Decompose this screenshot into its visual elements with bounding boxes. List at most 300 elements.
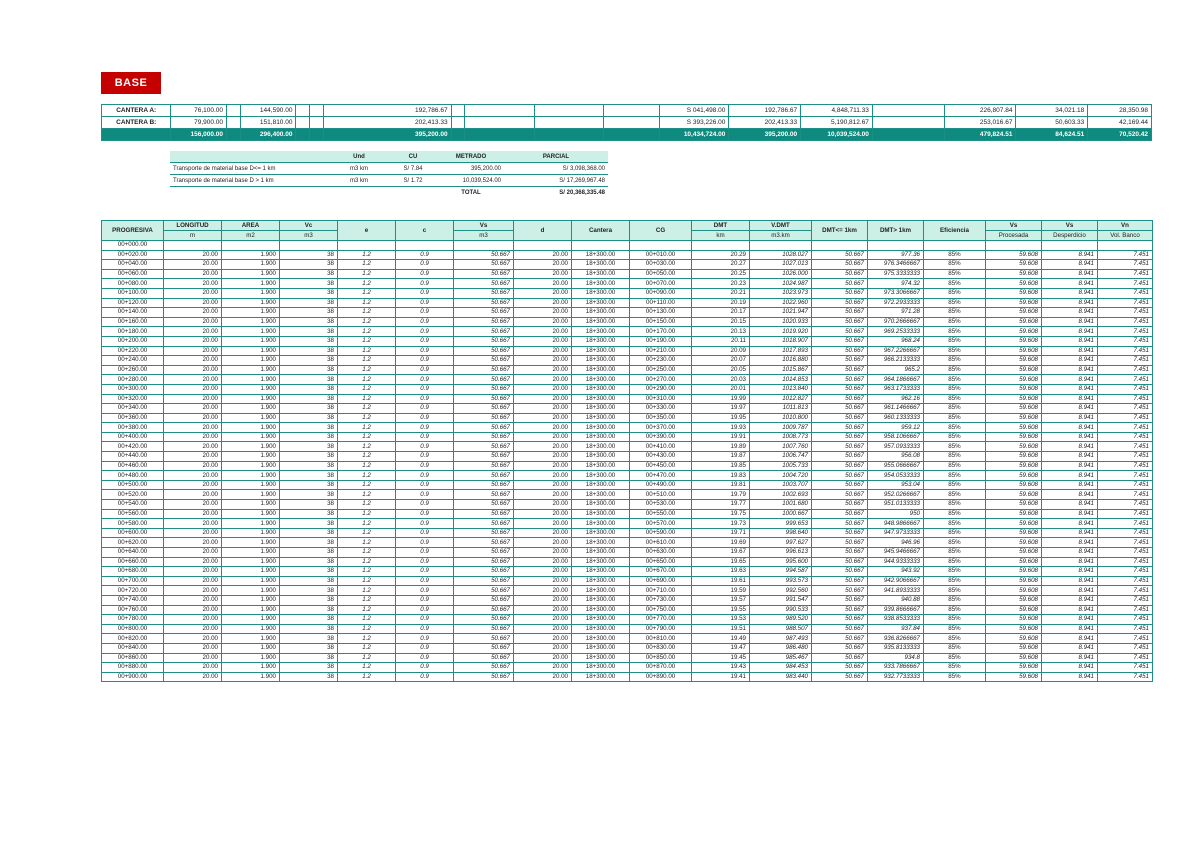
table-cell: 8.941 (1042, 519, 1098, 529)
table-cell: 00+120.00 (102, 298, 164, 308)
progresiva-table (101, 220, 1153, 682)
table-cell: 85% (924, 288, 986, 298)
cantera-total-cell (296, 129, 310, 141)
table-cell: 999.653 (750, 519, 812, 529)
column-header: V.DMT (750, 221, 812, 231)
table-cell: 50.667 (454, 595, 514, 605)
table-cell: 950 (868, 509, 924, 519)
table-cell: 970.2666667 (868, 317, 924, 327)
table-cell: 1.900 (222, 672, 280, 682)
table-cell: 59.608 (986, 269, 1042, 279)
table-cell: 0.9 (396, 586, 454, 596)
table-cell: 1023.973 (750, 288, 812, 298)
table-cell: 20.00 (514, 624, 572, 634)
table-cell: 59.608 (986, 279, 1042, 289)
column-header: PROGRESIVA (102, 221, 164, 241)
table-cell: 20.27 (692, 260, 750, 270)
table-cell: 00+280.00 (102, 375, 164, 385)
table-cell: 1.2 (338, 365, 396, 375)
table-cell: 50.667 (812, 365, 868, 375)
table-cell: 1.2 (338, 452, 396, 462)
column-header: AREA (222, 221, 280, 231)
table-cell: 1015.867 (750, 365, 812, 375)
table-cell: 18+300.00 (572, 317, 630, 327)
table-cell: 50.667 (454, 653, 514, 663)
table-cell: 00+020.00 (102, 250, 164, 260)
table-cell: 0.9 (396, 509, 454, 519)
table-cell: 20.00 (514, 288, 572, 298)
table-cell: 18+300.00 (572, 480, 630, 490)
table-row (102, 394, 1153, 404)
summary-header (170, 151, 330, 163)
table-cell: 00+270.00 (630, 375, 692, 385)
summary-parcial: S/ 3,098,368.00 (504, 163, 608, 175)
table-cell: 18+300.00 (572, 442, 630, 452)
table-cell: 50.667 (812, 356, 868, 366)
table-cell: 7.451 (1098, 615, 1153, 625)
table-cell: 7.451 (1098, 672, 1153, 682)
table-cell: 1.900 (222, 404, 280, 414)
table-row (102, 615, 1153, 625)
table-cell: 85% (924, 336, 986, 346)
table-cell: 85% (924, 557, 986, 567)
table-cell: 20.00 (164, 298, 222, 308)
table-cell: 20.00 (164, 605, 222, 615)
column-header: CG (630, 221, 692, 241)
table-cell: 0.9 (396, 452, 454, 462)
table-cell: 968.24 (868, 336, 924, 346)
table-cell: 59.608 (986, 634, 1042, 644)
table-cell: 0.9 (396, 567, 454, 577)
table-cell: 937.84 (868, 624, 924, 634)
table-cell: 50.667 (812, 432, 868, 442)
table-cell: 85% (924, 548, 986, 558)
table-cell: 18+300.00 (572, 615, 630, 625)
table-cell: 50.667 (812, 327, 868, 337)
table-cell: 85% (924, 260, 986, 270)
table-cell: 00+540.00 (102, 500, 164, 510)
table-cell: 00+580.00 (102, 519, 164, 529)
table-cell: 00+090.00 (630, 288, 692, 298)
table-cell: 0.9 (396, 404, 454, 414)
table-cell: 1004.720 (750, 471, 812, 481)
table-cell: 59.608 (986, 624, 1042, 634)
table-cell: 00+760.00 (102, 605, 164, 615)
table-cell: 20.00 (164, 634, 222, 644)
table-cell: 0.9 (396, 519, 454, 529)
table-cell: 59.608 (986, 567, 1042, 577)
table-cell: 994.587 (750, 567, 812, 577)
table-cell: 1.2 (338, 356, 396, 366)
table-cell: 952.0266667 (868, 490, 924, 500)
table-cell: 1.2 (338, 308, 396, 318)
table-cell: 59.608 (986, 557, 1042, 567)
table-cell: 50.667 (812, 423, 868, 433)
table-cell: 00+500.00 (102, 480, 164, 490)
summary-total-label: TOTAL (461, 189, 481, 196)
table-cell: 50.667 (454, 567, 514, 577)
table-cell: 38 (280, 279, 338, 289)
table-cell: 20.19 (692, 298, 750, 308)
table-cell: 50.667 (454, 269, 514, 279)
table-cell: 00+570.00 (630, 519, 692, 529)
table-cell: 8.941 (1042, 576, 1098, 586)
table-cell: 7.451 (1098, 519, 1153, 529)
table-cell: 50.667 (454, 634, 514, 644)
table-cell: 00+720.00 (102, 586, 164, 596)
table-cell: 59.608 (986, 519, 1042, 529)
table-cell: 18+300.00 (572, 653, 630, 663)
table-cell: 8.941 (1042, 471, 1098, 481)
table-row (102, 269, 1153, 279)
table-cell: 1.2 (338, 375, 396, 385)
table-cell: 988.507 (750, 624, 812, 634)
table-cell: 7.451 (1098, 298, 1153, 308)
table-row (102, 480, 1153, 490)
table-cell: 00+070.00 (630, 279, 692, 289)
table-cell: 7.451 (1098, 317, 1153, 327)
table-cell: 20.13 (692, 327, 750, 337)
table-cell: 85% (924, 269, 986, 279)
empty-cell (222, 241, 280, 251)
table-cell: 977.36 (868, 250, 924, 260)
table-cell: 00+900.00 (102, 672, 164, 682)
table-cell: 19.91 (692, 432, 750, 442)
table-cell: 19.61 (692, 576, 750, 586)
table-cell: 0.9 (396, 490, 454, 500)
table-cell: 1.2 (338, 500, 396, 510)
cantera-row (102, 117, 1152, 129)
table-cell: 7.451 (1098, 260, 1153, 270)
table-cell: 85% (924, 394, 986, 404)
table-cell: 1.900 (222, 461, 280, 471)
table-cell: 0.9 (396, 634, 454, 644)
table-cell: 7.451 (1098, 413, 1153, 423)
table-cell: 50.667 (454, 404, 514, 414)
table-cell: 50.667 (812, 519, 868, 529)
table-cell: 59.608 (986, 432, 1042, 442)
table-cell: 18+300.00 (572, 365, 630, 375)
table-cell: 00+880.00 (102, 663, 164, 673)
table-cell: 1013.840 (750, 384, 812, 394)
table-cell: 20.00 (164, 595, 222, 605)
table-cell: 1.2 (338, 288, 396, 298)
table-cell: 59.608 (986, 500, 1042, 510)
table-cell: 19.79 (692, 490, 750, 500)
table-cell: 1.2 (338, 548, 396, 558)
table-cell: 38 (280, 595, 338, 605)
table-row (102, 279, 1153, 289)
column-unit: m (164, 231, 222, 241)
table-cell: 85% (924, 452, 986, 462)
table-cell: 20.00 (164, 413, 222, 423)
table-cell: 953.04 (868, 480, 924, 490)
table-cell: 8.941 (1042, 260, 1098, 270)
table-cell: 1.2 (338, 279, 396, 289)
table-row (102, 413, 1153, 423)
table-cell: 7.451 (1098, 269, 1153, 279)
table-cell: 19.89 (692, 442, 750, 452)
table-cell: 1.900 (222, 643, 280, 653)
table-cell: 8.941 (1042, 346, 1098, 356)
table-cell: 20.00 (514, 327, 572, 337)
table-cell: 59.608 (986, 586, 1042, 596)
table-cell: 50.667 (812, 260, 868, 270)
table-cell: 20.07 (692, 356, 750, 366)
summary-metrado: 10,039,524.00 (438, 175, 504, 187)
table-cell: 19.87 (692, 452, 750, 462)
table-row (102, 490, 1153, 500)
table-cell: 50.667 (454, 548, 514, 558)
column-header: c (396, 221, 454, 241)
table-cell: 59.608 (986, 509, 1042, 519)
table-cell: 1.2 (338, 519, 396, 529)
table-cell: 18+300.00 (572, 500, 630, 510)
table-cell: 20.00 (164, 461, 222, 471)
table-cell: 1.900 (222, 509, 280, 519)
table-cell: 20.00 (514, 471, 572, 481)
cantera-cell (604, 117, 660, 129)
table-cell: 38 (280, 336, 338, 346)
table-cell: 50.667 (454, 260, 514, 270)
empty-cell (1098, 241, 1153, 251)
table-cell: 00+140.00 (102, 308, 164, 318)
table-cell: 1.2 (338, 471, 396, 481)
table-cell: 20.00 (164, 317, 222, 327)
table-cell: 992.560 (750, 586, 812, 596)
table-row (102, 375, 1153, 385)
table-cell: 00+400.00 (102, 432, 164, 442)
table-cell: 955.0666667 (868, 461, 924, 471)
table-cell: 1.2 (338, 557, 396, 567)
table-row (102, 519, 1153, 529)
column-unit: m2 (222, 231, 280, 241)
table-cell: 85% (924, 298, 986, 308)
column-unit: m3.km (750, 231, 812, 241)
table-cell: 59.608 (986, 260, 1042, 270)
table-cell: 85% (924, 480, 986, 490)
table-cell: 993.573 (750, 576, 812, 586)
table-cell: 20.00 (164, 548, 222, 558)
cantera-cell (872, 117, 944, 129)
table-cell: 8.941 (1042, 279, 1098, 289)
table-cell: 00+010.00 (630, 250, 692, 260)
table-cell: 8.941 (1042, 442, 1098, 452)
table-cell: 19.43 (692, 663, 750, 673)
table-cell: 951.0133333 (868, 500, 924, 510)
table-cell: 1026.000 (750, 269, 812, 279)
table-cell: 00+480.00 (102, 471, 164, 481)
table-cell: 00+410.00 (630, 442, 692, 452)
cantera-cell: 79,900.00 (171, 117, 227, 129)
table-cell: 1.900 (222, 365, 280, 375)
table-cell: 19.97 (692, 404, 750, 414)
table-cell: 1.2 (338, 260, 396, 270)
table-cell: 1.2 (338, 413, 396, 423)
table-cell: 1027.013 (750, 260, 812, 270)
table-cell: 972.2933333 (868, 298, 924, 308)
table-cell: 20.00 (164, 500, 222, 510)
table-row (102, 538, 1153, 548)
table-cell: 20.00 (514, 490, 572, 500)
table-cell: 965.2 (868, 365, 924, 375)
table-cell: 0.9 (396, 663, 454, 673)
table-cell: 7.451 (1098, 490, 1153, 500)
table-cell: 85% (924, 595, 986, 605)
table-cell: 0.9 (396, 605, 454, 615)
table-cell: 7.451 (1098, 365, 1153, 375)
table-cell: 59.608 (986, 605, 1042, 615)
table-cell: 19.65 (692, 557, 750, 567)
table-cell: 0.9 (396, 595, 454, 605)
table-cell: 18+300.00 (572, 624, 630, 634)
column-header: Vs (454, 221, 514, 231)
table-cell: 00+640.00 (102, 548, 164, 558)
table-cell: 18+300.00 (572, 567, 630, 577)
table-cell: 00+710.00 (630, 586, 692, 596)
table-cell: 945.9466667 (868, 548, 924, 558)
table-cell: 00+150.00 (630, 317, 692, 327)
table-cell: 969.2533333 (868, 327, 924, 337)
column-unit: Desperdicio (1042, 231, 1098, 241)
table-cell: 18+300.00 (572, 336, 630, 346)
table-cell: 38 (280, 260, 338, 270)
table-cell: 0.9 (396, 538, 454, 548)
table-cell: 85% (924, 519, 986, 529)
table-cell: 20.00 (164, 356, 222, 366)
table-cell: 7.451 (1098, 548, 1153, 558)
table-cell: 50.667 (454, 538, 514, 548)
table-cell: 8.941 (1042, 288, 1098, 298)
table-row (102, 423, 1153, 433)
cantera-cell (534, 117, 603, 129)
table-cell: 00+490.00 (630, 480, 692, 490)
table-cell: 18+300.00 (572, 452, 630, 462)
table-cell: 38 (280, 509, 338, 519)
table-cell: 00+220.00 (102, 346, 164, 356)
table-cell: 0.9 (396, 375, 454, 385)
table-cell: 50.667 (812, 279, 868, 289)
table-cell: 20.00 (514, 432, 572, 442)
table-cell: 59.608 (986, 413, 1042, 423)
table-cell: 942.9066667 (868, 576, 924, 586)
table-cell: 941.8933333 (868, 586, 924, 596)
table-cell: 20.00 (164, 538, 222, 548)
table-cell: 00+470.00 (630, 471, 692, 481)
table-cell: 85% (924, 509, 986, 519)
table-cell: 38 (280, 605, 338, 615)
table-cell: 20.00 (164, 519, 222, 529)
table-cell: 20.21 (692, 288, 750, 298)
canteras-table (101, 104, 1152, 141)
table-cell: 50.667 (454, 672, 514, 682)
table-cell: 7.451 (1098, 461, 1153, 471)
summary-header-row (170, 151, 608, 163)
table-cell: 1003.707 (750, 480, 812, 490)
table-cell: 1.2 (338, 528, 396, 538)
table-cell: 18+300.00 (572, 432, 630, 442)
table-cell: 50.667 (454, 298, 514, 308)
summary-desc: Transporte de material base D<= 1 km (170, 163, 330, 175)
empty-cell (630, 241, 692, 251)
table-cell: 00+100.00 (102, 288, 164, 298)
table-cell: 00+890.00 (630, 672, 692, 682)
table-cell: 20.00 (514, 567, 572, 577)
table-cell: 20.00 (514, 605, 572, 615)
cantera-total-cell: 10,039,524.00 (801, 129, 873, 141)
cantera-totals-row (102, 129, 1152, 141)
table-row (102, 404, 1153, 414)
table-cell: 38 (280, 576, 338, 586)
table-cell: 7.451 (1098, 595, 1153, 605)
cantera-total-cell: 296,400.00 (240, 129, 296, 141)
table-cell: 973.3066667 (868, 288, 924, 298)
table-cell: 7.451 (1098, 586, 1153, 596)
table-cell: 1024.987 (750, 279, 812, 289)
table-cell: 1.900 (222, 480, 280, 490)
table-cell: 8.941 (1042, 404, 1098, 414)
cantera-total-cell (465, 129, 534, 141)
summary-parcial: S/ 17,269,967.48 (504, 175, 608, 187)
cantera-cell (465, 105, 534, 117)
table-cell: 18+300.00 (572, 519, 630, 529)
table-cell: 1002.693 (750, 490, 812, 500)
table-cell: 20.00 (514, 586, 572, 596)
table-cell: 19.55 (692, 605, 750, 615)
table-cell: 20.00 (164, 260, 222, 270)
summary-cu: S/ 1.72 (388, 175, 438, 187)
table-cell: 7.451 (1098, 509, 1153, 519)
table-cell: 19.49 (692, 634, 750, 644)
cantera-label: CANTERA B: (102, 117, 171, 129)
table-cell: 8.941 (1042, 643, 1098, 653)
table-cell: 20.00 (164, 365, 222, 375)
table-cell: 7.451 (1098, 567, 1153, 577)
table-cell: 20.00 (514, 452, 572, 462)
table-cell: 8.941 (1042, 375, 1098, 385)
table-cell: 0.9 (396, 336, 454, 346)
table-cell: 7.451 (1098, 308, 1153, 318)
empty-cell (692, 241, 750, 251)
table-cell: 19.63 (692, 567, 750, 577)
table-cell: 20.00 (514, 500, 572, 510)
table-cell: 7.451 (1098, 346, 1153, 356)
table-row (102, 624, 1153, 634)
table-cell: 966.2133333 (868, 356, 924, 366)
table-cell: 986.480 (750, 643, 812, 653)
table-cell: 0.9 (396, 442, 454, 452)
table-cell: 18+300.00 (572, 394, 630, 404)
table-row (102, 663, 1153, 673)
table-cell: 20.00 (164, 643, 222, 653)
table-cell: 19.69 (692, 538, 750, 548)
table-cell: 38 (280, 452, 338, 462)
table-row (102, 461, 1153, 471)
cantera-total-cell (534, 129, 603, 141)
table-cell: 938.8533333 (868, 615, 924, 625)
table-cell: 00+330.00 (630, 404, 692, 414)
table-cell: 50.667 (812, 605, 868, 615)
table-cell: 20.00 (164, 557, 222, 567)
table-cell: 20.00 (164, 269, 222, 279)
table-cell: 1.2 (338, 567, 396, 577)
column-header: Vn (1098, 221, 1153, 231)
table-cell: 19.57 (692, 595, 750, 605)
table-cell: 50.667 (812, 375, 868, 385)
table-cell: 8.941 (1042, 452, 1098, 462)
table-cell: 20.00 (514, 643, 572, 653)
table-cell: 932.7733333 (868, 672, 924, 682)
